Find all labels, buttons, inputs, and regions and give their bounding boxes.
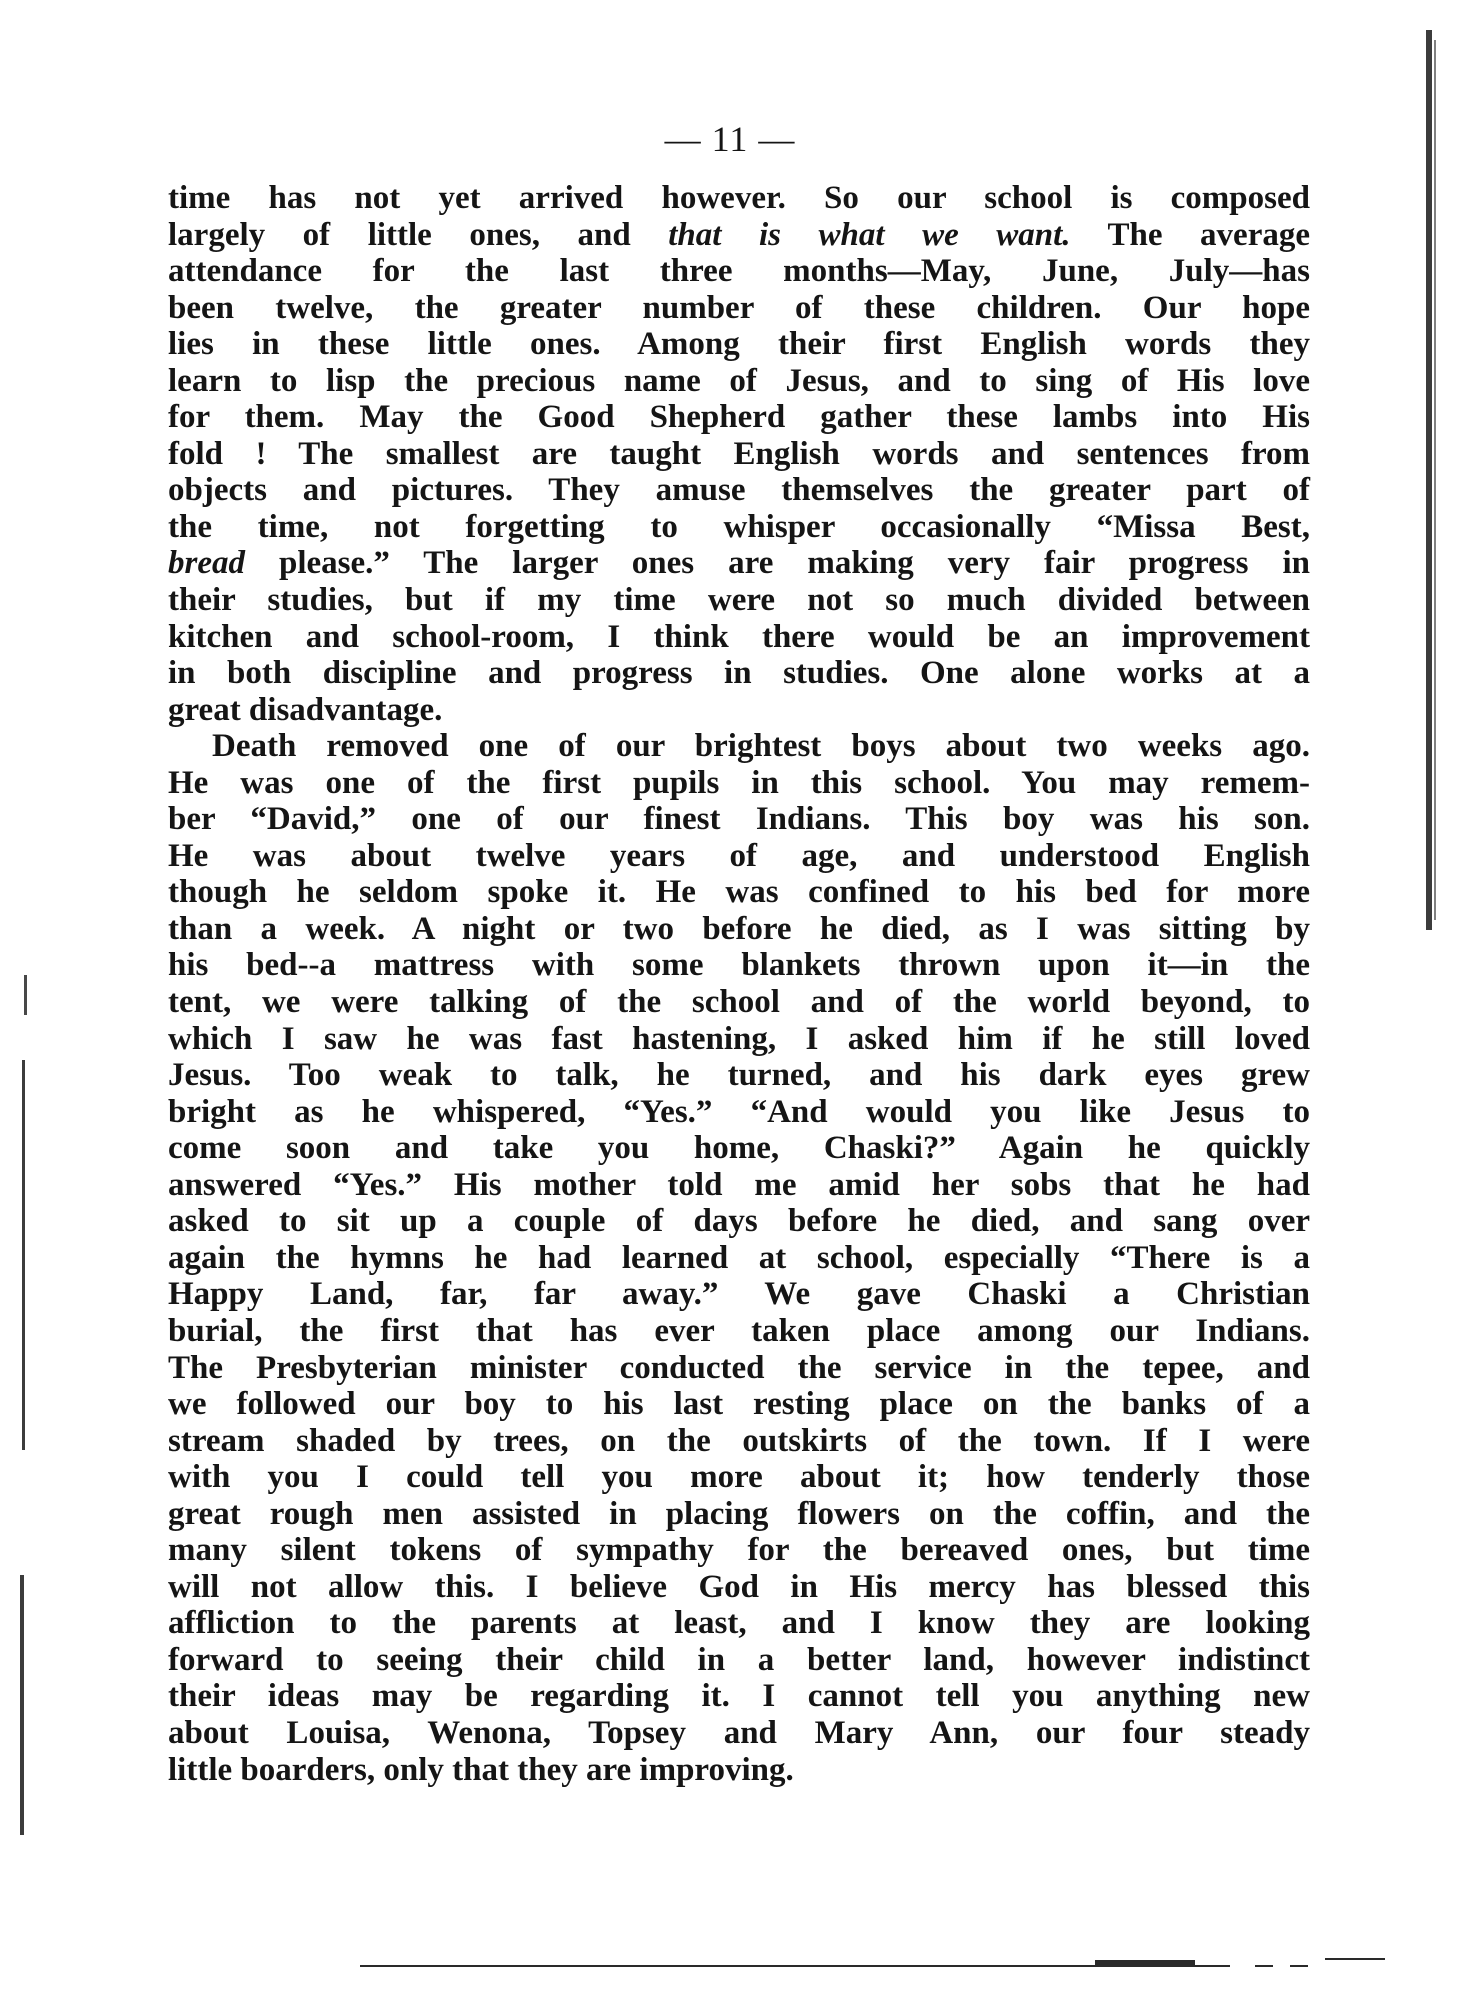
text-line: we followed our boy to his last resting place on the banks of a — [168, 1386, 1310, 1423]
text-line: many silent tokens of sympathy for the bereaved ones, but time — [168, 1532, 1310, 1569]
text-line — [168, 545, 1310, 582]
footer-rule-dash — [1325, 1958, 1385, 1960]
text-line: though he seldom spoke it. He was confined to his bed for more — [168, 874, 1310, 911]
text-line: for them. May the Good Shepherd gather these lambs into His — [168, 399, 1310, 436]
text-line: their studies, but if my time were not so much divided between — [168, 582, 1310, 619]
text-line: great rough men assisted in placing flowers on the coffin, and the — [168, 1495, 1310, 1532]
text-line: kitchen and school-room, I think there would be an improvement — [168, 618, 1310, 655]
text-line: their ideas may be regarding it. I cannot tell you anything new — [168, 1678, 1310, 1715]
text-line: the time, not forgetting to whisper occasionally “Missa Best, — [168, 508, 1310, 545]
footer-rule-dash — [1255, 1965, 1273, 1967]
footer-rule-dash — [1290, 1965, 1308, 1967]
text-line: burial, the first that has ever taken place among our Indians. — [168, 1312, 1310, 1349]
text-line: objects and pictures. They amuse themselves the greater part of — [168, 472, 1310, 509]
text-line: stream shaded by trees, on the outskirts of the town. If I were — [168, 1422, 1310, 1459]
text-line: come soon and take you home, Chaski?” Again he quickly — [168, 1130, 1310, 1167]
text-line: in both discipline and progress in studies. One alone works at a — [168, 655, 1310, 692]
text-line: forward to seeing their child in a better land, however indistinct — [168, 1641, 1310, 1678]
right-edge-scan-mark — [1426, 30, 1432, 930]
text-line: tent, we were talking of the school and of the world beyond, to — [168, 984, 1310, 1021]
text-line — [168, 217, 1310, 254]
left-edge-scan-mark — [20, 1575, 24, 1835]
text-line: answered “Yes.” His mother told me amid her sobs that he had — [168, 1166, 1310, 1203]
text-line: little boarders, only that they are improving. — [168, 1751, 794, 1788]
right-edge-scan-mark-thin — [1434, 40, 1436, 920]
left-edge-scan-mark — [24, 975, 27, 1015]
text-line: Jesus. Too weak to talk, he turned, and his dark eyes grew — [168, 1057, 1310, 1094]
text-line: again the hymns he had learned at school, especially “There is a — [168, 1239, 1310, 1276]
italic-word: bread — [168, 545, 245, 582]
text-line: his bed--a mattress with some blankets thrown upon it—in the — [168, 947, 1310, 984]
text-span: largely of little ones, and — [168, 216, 669, 253]
text-line: great disadvantage. — [168, 691, 443, 728]
text-line: than a week. A night or two before he died, as I was sitting by — [168, 910, 1310, 947]
text-line: fold ! The smallest are taught English words and sentences from — [168, 435, 1310, 472]
italic-phrase: that is what we want. — [668, 216, 1071, 253]
text-line: will not allow this. I believe God in His mercy has blessed this — [168, 1568, 1310, 1605]
text-line: He was about twelve years of age, and understood English — [168, 837, 1310, 874]
text-line: been twelve, the greater number of these children. Our hope — [168, 289, 1310, 326]
page-number: — 11 — — [664, 119, 796, 159]
text-line: asked to sit up a couple of days before he died, and sang over — [168, 1203, 1310, 1240]
text-line: ber “David,” one of our finest Indians. This boy was his son. — [168, 801, 1310, 838]
text-span: The average — [1070, 216, 1310, 253]
text-line: lies in these little ones. Among their first English words they — [168, 326, 1310, 363]
paragraph-start-line: Death removed one of our brightest boys about two weeks ago. — [212, 728, 1310, 765]
text-line: which I saw he was fast hastening, I asked him if he still loved — [168, 1020, 1310, 1057]
text-line: affliction to the parents at least, and I know they are looking — [168, 1605, 1310, 1642]
text-line: time has not yet arrived however. So our school is composed — [168, 180, 1310, 216]
text-line: The Presbyterian minister conducted the service in the tepee, and — [168, 1349, 1310, 1386]
text-line: bright as he whispered, “Yes.” “And would you like Jesus to — [168, 1093, 1310, 1130]
text-line: attendance for the last three months—May, June, July—has — [168, 253, 1310, 290]
text-line: He was one of the first pupils in this school. You may remem- — [168, 764, 1310, 801]
body-text — [168, 180, 1310, 1788]
text-line: learn to lisp the precious name of Jesus, and to sing of His love — [168, 362, 1310, 399]
text-line: about Louisa, Wenona, Topsey and Mary Ann, our four steady — [168, 1714, 1310, 1751]
text-line: with you I could tell you more about it; how tenderly those — [168, 1459, 1310, 1496]
left-edge-scan-mark — [22, 1060, 25, 1450]
text-span: please.” The larger ones are making very fair progress in — [245, 545, 1310, 582]
text-line: Happy Land, far, far away.” We gave Chaski a Christian — [168, 1276, 1310, 1313]
footer-rule-thick — [1095, 1960, 1195, 1966]
